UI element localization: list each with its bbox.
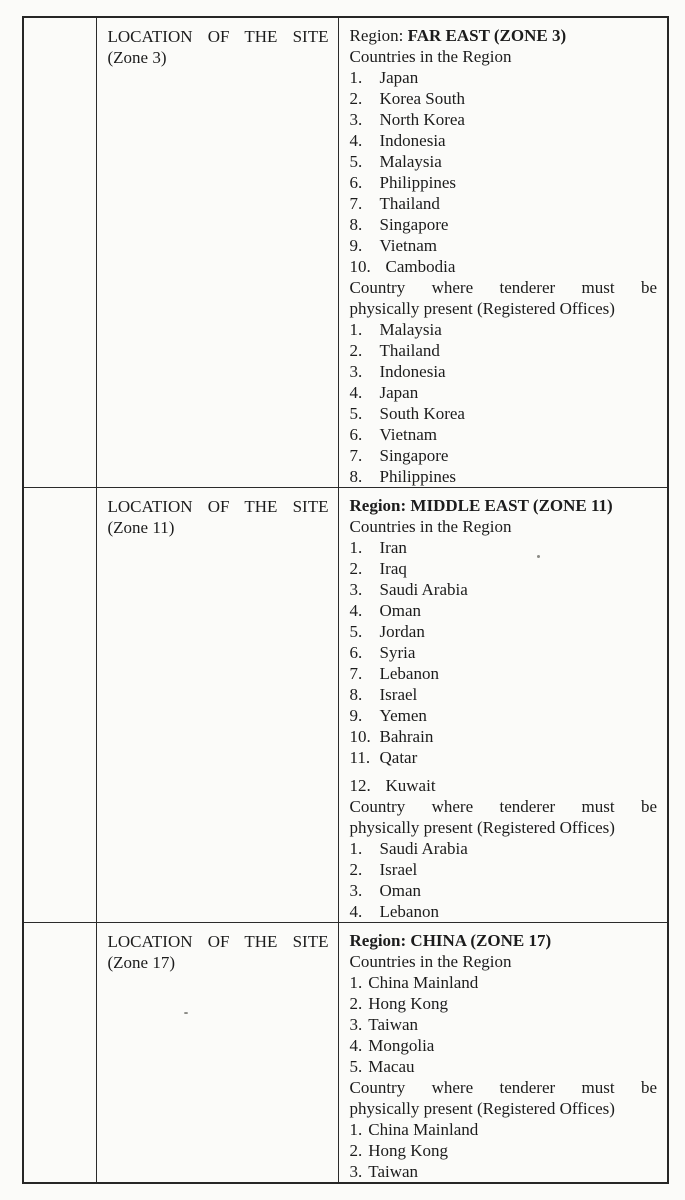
country-item	[350, 537, 658, 558]
country-name: Israel	[379, 685, 418, 704]
country-name: China Mainland	[368, 1120, 479, 1139]
list-number: 5.	[349, 622, 363, 641]
list-number: 5.	[349, 404, 363, 423]
registered-country-item	[350, 838, 658, 859]
site-label-line1: LOCATION OF THE SITE	[107, 497, 329, 516]
list-number: 4.	[349, 902, 363, 921]
list-number: 10.	[349, 257, 371, 276]
countries-heading: Countries in the Region	[349, 47, 512, 66]
list-number: 5.	[349, 152, 363, 171]
site-label-cell	[96, 17, 338, 488]
country-name: Lebanon	[379, 902, 439, 921]
list-number: 10.	[349, 727, 371, 746]
country-name: North Korea	[379, 110, 465, 129]
country-name: Syria	[379, 643, 416, 662]
list-number: 9.	[349, 236, 363, 255]
list-number: 4.	[349, 383, 363, 402]
registered-offices-list	[350, 838, 658, 922]
region-name: Region: MIDDLE EAST (ZONE 11)	[349, 496, 613, 515]
zone-row	[23, 488, 668, 923]
scan-speck	[184, 1012, 188, 1014]
country-item	[350, 193, 658, 214]
country-name: Japan	[379, 68, 419, 87]
countries-in-region-list	[350, 972, 658, 1077]
country-item	[350, 109, 658, 130]
list-number: 8.	[349, 467, 363, 486]
country-item	[350, 621, 658, 642]
country-item	[350, 214, 658, 235]
list-number: 1.	[349, 839, 363, 858]
country-item	[350, 256, 658, 277]
country-name: Vietnam	[379, 236, 438, 255]
list-number: 12.	[349, 776, 371, 795]
countries-heading: Countries in the Region	[349, 952, 512, 971]
country-name: Malaysia	[379, 152, 442, 171]
region-content	[339, 923, 668, 1182]
countries-in-region-list	[350, 67, 658, 277]
list-number: 7.	[349, 194, 363, 213]
site-label-cell	[96, 923, 338, 1184]
region-cell	[338, 923, 668, 1184]
country-name: Mongolia	[368, 1036, 435, 1055]
country-item	[350, 558, 658, 579]
list-number: 3.	[349, 110, 363, 129]
list-number: 6.	[349, 643, 363, 662]
list-number: 2.	[349, 89, 363, 108]
region-prefix: Region:	[349, 26, 408, 45]
list-number: 2.	[349, 860, 363, 879]
region-content	[339, 488, 668, 922]
country-name: Japan	[379, 383, 419, 402]
empty-cell	[23, 923, 96, 1184]
list-number: 4.	[349, 131, 363, 150]
site-label	[97, 18, 338, 68]
country-item	[350, 130, 658, 151]
region-title	[350, 495, 658, 516]
registered-offices-list	[350, 1119, 658, 1182]
country-name: Thailand	[379, 194, 440, 213]
list-number: 3.	[349, 1162, 363, 1181]
list-number: 3.	[349, 580, 363, 599]
country-item	[350, 663, 658, 684]
country-name: Bahrain	[379, 727, 434, 746]
list-number: 6.	[349, 173, 363, 192]
list-number: 3.	[349, 881, 363, 900]
country-name: Korea South	[379, 89, 465, 108]
country-name: Indonesia	[379, 362, 446, 381]
site-label-cell	[96, 488, 338, 923]
presence-heading-line2: physically present (Registered Offices)	[349, 818, 615, 837]
list-number: 2.	[349, 1141, 363, 1160]
list-number: 1.	[349, 320, 363, 339]
country-name: Hong Kong	[368, 994, 449, 1013]
country-item	[350, 600, 658, 621]
empty-cell	[23, 17, 96, 488]
country-name: Philippines	[379, 173, 457, 192]
list-number: 4.	[349, 1036, 363, 1055]
country-item	[350, 684, 658, 705]
country-name: Taiwan	[368, 1015, 419, 1034]
country-item	[350, 1014, 658, 1035]
country-name: Lebanon	[379, 664, 439, 683]
registered-country-item	[350, 361, 658, 382]
region-title	[350, 25, 658, 46]
list-number: 9.	[349, 706, 363, 725]
list-number: 7.	[349, 664, 363, 683]
zone-row	[23, 923, 668, 1184]
country-item	[350, 1056, 658, 1077]
country-name: Oman	[379, 881, 422, 900]
country-item	[350, 172, 658, 193]
country-item	[350, 151, 658, 172]
site-label-line2: (Zone 11)	[107, 518, 175, 537]
country-name: Hong Kong	[368, 1141, 449, 1160]
country-name: Yemen	[379, 706, 427, 725]
country-name: Oman	[379, 601, 422, 620]
presence-heading-line1: Country where tenderer must be	[349, 278, 657, 297]
list-number: 5.	[349, 1057, 363, 1076]
zone-row	[23, 17, 668, 488]
list-number: 3.	[349, 1015, 363, 1034]
country-name: Saudi Arabia	[379, 839, 468, 858]
region-cell	[338, 17, 668, 488]
registered-country-item	[350, 445, 658, 466]
registered-country-item	[350, 319, 658, 340]
site-label	[97, 923, 338, 973]
registered-offices-list	[350, 319, 658, 487]
scan-speck	[537, 555, 540, 558]
country-name: Saudi Arabia	[379, 580, 468, 599]
country-name: Iraq	[379, 559, 407, 578]
list-number: 2.	[349, 994, 363, 1013]
list-number: 8.	[349, 215, 363, 234]
country-name: South Korea	[379, 404, 465, 423]
site-label-line2: (Zone 3)	[107, 48, 167, 67]
list-number: 8.	[349, 685, 363, 704]
country-item	[350, 775, 658, 796]
list-number: 3.	[349, 362, 363, 381]
country-name: Macau	[368, 1057, 415, 1076]
site-label-line1: LOCATION OF THE SITE	[107, 932, 329, 951]
country-item	[350, 579, 658, 600]
country-name: Taiwan	[368, 1162, 419, 1181]
list-number: 11.	[349, 748, 371, 767]
country-name: Vietnam	[379, 425, 438, 444]
countries-heading: Countries in the Region	[349, 517, 512, 536]
list-number: 4.	[349, 601, 363, 620]
country-item	[350, 67, 658, 88]
country-item	[350, 705, 658, 726]
list-number: 6.	[349, 425, 363, 444]
country-name: Cambodia	[385, 257, 456, 276]
list-number: 1.	[349, 973, 363, 992]
region-content	[339, 18, 668, 487]
list-number: 2.	[349, 559, 363, 578]
registered-country-item	[350, 382, 658, 403]
country-item	[350, 235, 658, 256]
registered-country-item	[350, 466, 658, 487]
presence-heading-line1: Country where tenderer must be	[349, 797, 657, 816]
country-item	[350, 88, 658, 109]
zone-table-body	[23, 17, 668, 1183]
country-name: Philippines	[379, 467, 457, 486]
country-item	[350, 642, 658, 663]
list-number: 7.	[349, 446, 363, 465]
country-name: Thailand	[379, 341, 440, 360]
region-name: Region: CHINA (ZONE 17)	[349, 931, 552, 950]
country-name: Jordan	[379, 622, 425, 641]
country-item	[350, 993, 658, 1014]
country-name: Israel	[379, 860, 418, 879]
country-item	[350, 1035, 658, 1056]
registered-country-item	[350, 859, 658, 880]
list-number: 2.	[349, 341, 363, 360]
site-label	[97, 488, 338, 538]
list-number: 1.	[349, 68, 363, 87]
presence-heading-line2: physically present (Registered Offices)	[349, 1099, 615, 1118]
registered-country-item	[350, 1140, 658, 1161]
country-name: China Mainland	[368, 973, 479, 992]
presence-heading-line2: physically present (Registered Offices)	[349, 299, 615, 318]
registered-country-item	[350, 1119, 658, 1140]
country-name: Iran	[379, 538, 407, 557]
country-item	[350, 972, 658, 993]
empty-cell	[23, 488, 96, 923]
country-name: Qatar	[379, 748, 418, 767]
region-cell	[338, 488, 668, 923]
country-item	[350, 726, 658, 747]
registered-country-item	[350, 340, 658, 361]
registered-country-item	[350, 1161, 658, 1182]
presence-heading-line1: Country where tenderer must be	[349, 1078, 657, 1097]
registered-country-item	[350, 403, 658, 424]
list-number: 1.	[349, 538, 363, 557]
country-name: Singapore	[379, 446, 449, 465]
site-label-line1: LOCATION OF THE SITE	[107, 27, 329, 46]
registered-country-item	[350, 901, 658, 922]
list-number: 1.	[349, 1120, 363, 1139]
country-name: Singapore	[379, 215, 449, 234]
region-title	[350, 930, 658, 951]
region-name: FAR EAST (ZONE 3)	[407, 26, 567, 45]
countries-in-region-list	[350, 537, 658, 796]
country-item	[350, 747, 658, 768]
registered-country-item	[350, 424, 658, 445]
registered-country-item	[350, 880, 658, 901]
site-location-table	[22, 16, 669, 1184]
country-name: Malaysia	[379, 320, 442, 339]
site-label-line2: (Zone 17)	[107, 953, 176, 972]
country-name: Indonesia	[379, 131, 446, 150]
country-name: Kuwait	[385, 776, 436, 795]
